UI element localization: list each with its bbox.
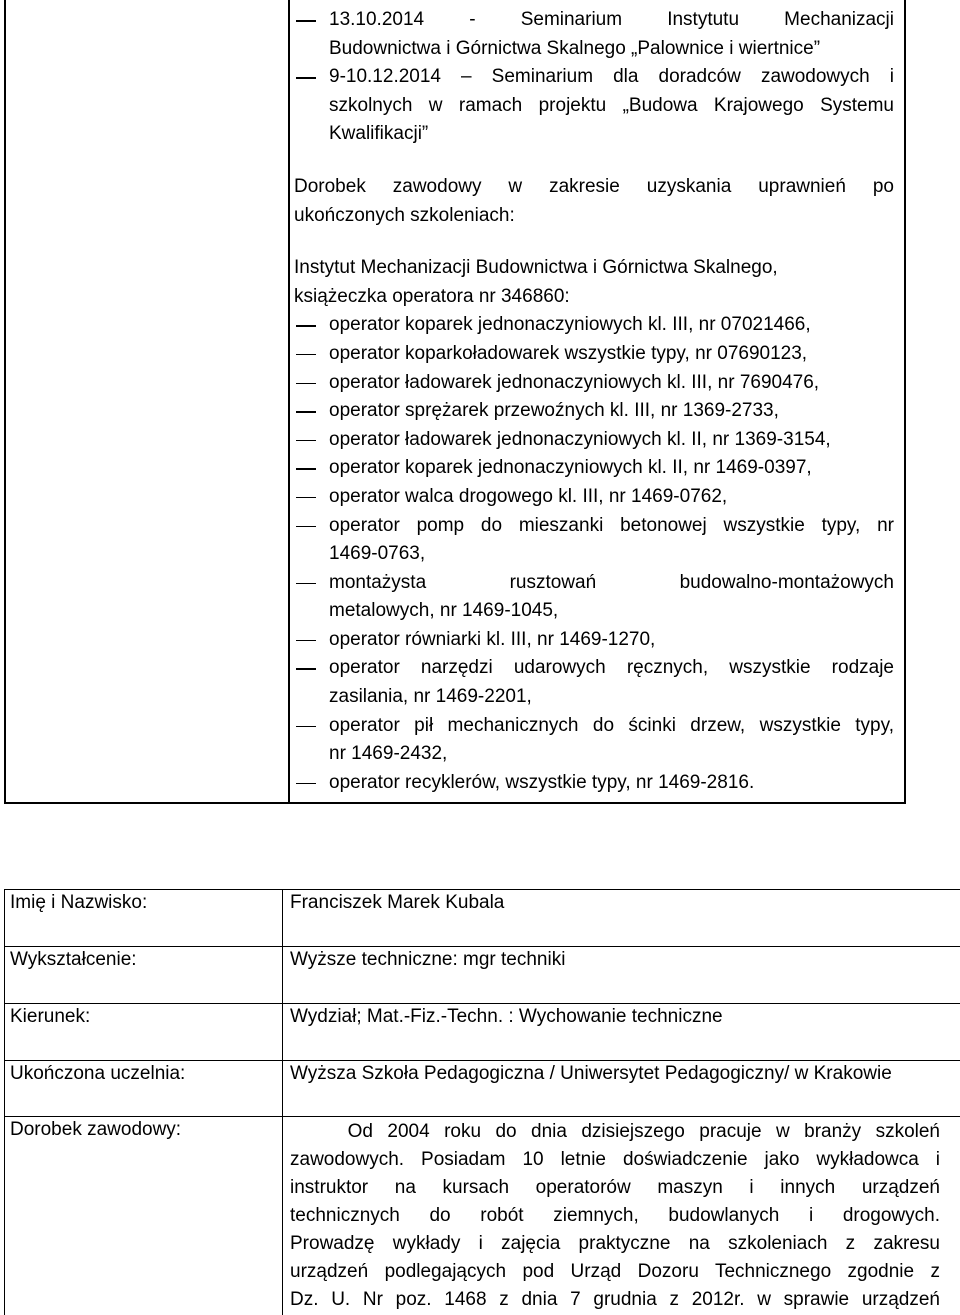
dash-bullet — [296, 77, 316, 79]
qualification-item: operator koparek jednonaczyniowych kl. II, nr 1469-0397, — [294, 454, 894, 483]
university-label: Ukończona uczelnia: — [10, 1063, 186, 1084]
seminar-line: szkolnych w ramach projektu „Budowa Krajowego Systemu — [329, 94, 894, 116]
qualification-item: operator walca drogowego kl. III, nr 1469-0762, — [294, 483, 894, 512]
qualification-item: operator ładowarek jednonaczyniowych kl. III, nr 7690476, — [294, 369, 894, 398]
seminar-line: Kwalifikacji” — [329, 123, 429, 145]
dash-bullet — [296, 354, 316, 356]
qualification-item: operator recyklerów, wszystkie typy, nr 1469-2816. — [294, 769, 894, 798]
qualification-item: operator pił mechanicznych do ścinki drzew, wszystkie typy, nr 1469-2432, — [294, 712, 894, 769]
dash-bullet — [296, 411, 316, 413]
university-value: Wyższa Szkoła Pedagogiczna / Uniwersytet Pedagogiczny/ w Krakowie — [290, 1063, 892, 1084]
name-value: Franciszek Marek Kubala — [290, 892, 505, 913]
qualification-item: operator koparkoładowarek wszystkie typy, nr 07690123, — [294, 340, 894, 369]
experience-text: Od 2004 roku do dnia dzisiejszego pracuje w branży szkoleń zawodowych. Posiadam 10 letnie doświadczenie jako wykładowca i instruktor na kursach operatorów maszyn i innych urządzeń technicznych do robót ziemnych, budowlanych i drogowych. Prowadzę wykłady i zajęcia praktyczne na szkoleniach z zakresu urządzeń podlegających pod Urząd Dozoru Technicznego zgodnie z Dz. U. Nr poz. 1468 z dnia 7 grudnia z 2012r. w sprawie urządzeń — [290, 1121, 940, 1310]
dash-bullet — [296, 640, 316, 642]
seminar-line: 13.10.2014 - Seminarium Instytutu Mechanizacji — [329, 9, 894, 30]
name-label: Imię i Nazwisko: — [10, 892, 148, 913]
education-value: Wyższe techniczne: mgr techniki — [290, 949, 566, 970]
dash-bullet — [296, 383, 316, 385]
dash-bullet — [296, 668, 316, 670]
field-value: Wydział; Mat.-Fiz.-Techn. : Wychowanie techniczne — [290, 1006, 723, 1027]
dash-bullet — [296, 726, 316, 728]
dash-bullet — [296, 468, 316, 470]
qualification-item: operator pomp do mieszanki betonowej wszystkie typy, nr 1469-0763, — [294, 512, 894, 569]
seminar-line: Budownictwa i Górnictwa Skalnego „Palownice i wiertnice” — [329, 37, 821, 59]
table-row-divider — [5, 1003, 960, 1004]
seminar-line: 9-10.12.2014 – Seminarium dla doradców zawodowych i — [329, 66, 894, 88]
seminar-item — [294, 6, 894, 63]
table-column-divider — [282, 890, 283, 1315]
table-row-divider — [5, 946, 960, 947]
table-row-divider — [5, 1060, 960, 1061]
table-row-divider — [5, 1116, 960, 1117]
qualifications-list — [294, 311, 894, 797]
achievements-intro: Dorobek zawodowy w zakresie uzyskania uprawnień po ukończonych szkoleniach: — [294, 175, 894, 226]
qualification-item: operator ładowarek jednonaczyniowych kl. II, nr 1369-3154, — [294, 426, 894, 455]
column-divider — [288, 0, 290, 802]
institute-heading: Instytut Mechanizacji Budownictwa i Górnictwa Skalnego, książeczka operatora nr 346860: — [294, 257, 778, 307]
qualification-item: operator narzędzi udarowych ręcznych, wszystkie rodzaje zasilania, nr 1469-2201, — [294, 654, 894, 711]
dash-bullet — [296, 526, 316, 528]
dash-bullet — [296, 440, 316, 442]
qualification-item: montażysta rusztowań budowalno-montażowych metalowych, nr 1469-1045, — [294, 569, 894, 626]
dash-bullet — [296, 497, 316, 499]
seminar-item — [294, 63, 894, 149]
field-label: Kierunek: — [10, 1006, 91, 1027]
dash-bullet — [296, 783, 316, 785]
qualification-item: operator sprężarek przewoźnych kl. III, nr 1369-2733, — [294, 397, 894, 426]
qualification-item: operator równiarki kl. III, nr 1469-1270, — [294, 626, 894, 655]
dash-bullet — [296, 583, 316, 585]
right-column-content — [294, 6, 894, 797]
dash-bullet — [296, 325, 316, 327]
education-label: Wykształcenie: — [10, 949, 137, 970]
dash-bullet — [296, 20, 316, 22]
qualification-item: operator koparek jednonaczyniowych kl. III, nr 07021466, — [294, 311, 894, 340]
experience-label: Dorobek zawodowy: — [10, 1119, 182, 1140]
